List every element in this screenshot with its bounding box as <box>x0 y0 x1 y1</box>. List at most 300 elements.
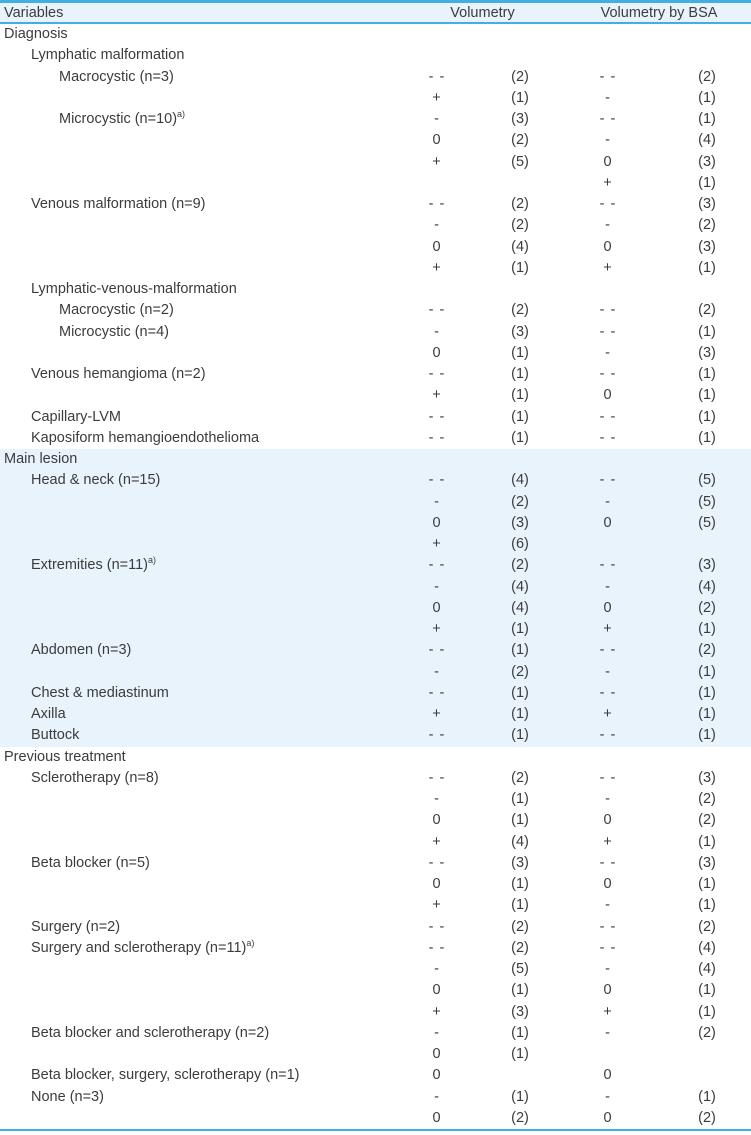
volumetry-bsa-count: (1) <box>698 897 716 914</box>
row-label <box>0 45 387 66</box>
table-row <box>0 640 751 661</box>
volumetry-count <box>487 173 553 194</box>
volumetry-bsa-change-symbol: - - <box>599 111 617 127</box>
volumetry-bsa-change-symbol: - <box>605 217 611 234</box>
volumetry-bsa-count <box>663 449 751 470</box>
volumetry-change-symbol: + <box>432 387 442 404</box>
row-label <box>0 152 387 173</box>
volumetry-change-symbol: - <box>434 791 440 807</box>
volumetry-bsa-change-symbol: - <box>605 132 611 149</box>
column-header-volumetry-by-bsa: Volumetry by BSA <box>553 2 751 24</box>
table-row <box>0 300 751 321</box>
volumetry-bsa-count: (2) <box>698 217 716 234</box>
row-label <box>0 322 387 343</box>
volumetry-bsa-change-symbol: + <box>603 1003 613 1020</box>
volumetry-count: (1) <box>511 387 529 404</box>
volumetry-bsa-count: (1) <box>698 876 716 892</box>
volumetry-count: (4) <box>487 598 553 619</box>
volumetry-count: (2) <box>487 662 553 683</box>
volumetry-bsa-change-symbol <box>553 534 663 555</box>
volumetry-bsa-change-symbol <box>553 747 663 768</box>
row-label-text: Venous malformation (n=9) <box>31 196 206 212</box>
volumetry-count: (3) <box>511 111 529 127</box>
volumetry-bsa-count: (3) <box>698 153 716 170</box>
row-label-text: Kaposiform hemangioendothelioma <box>31 429 260 446</box>
table-row <box>0 938 751 959</box>
volumetry-count: (2) <box>511 918 529 935</box>
volumetry-count: (1) <box>511 791 529 807</box>
row-label <box>0 385 387 406</box>
row-label <box>0 237 387 258</box>
volumetry-bsa-count: (2) <box>698 791 716 807</box>
volumetry-change-symbol: - - <box>428 939 446 956</box>
table-row <box>0 789 751 810</box>
volumetry-bsa-count: (3) <box>698 769 716 786</box>
table-row <box>0 810 751 831</box>
row-label <box>0 619 387 640</box>
volumetry-bsa-change-symbol: 0 <box>603 153 613 170</box>
volumetry-bsa-count <box>663 23 751 45</box>
volumetry-change-symbol: - - <box>387 725 487 746</box>
volumetry-change-symbol: - <box>434 111 440 127</box>
volumetry-change-symbol: - <box>387 577 487 598</box>
volumetry-count: (4) <box>511 238 529 255</box>
footnote-marker: a) <box>177 109 186 120</box>
table-row <box>0 194 751 215</box>
table-row <box>0 407 751 428</box>
volumetry-change-symbol: - <box>434 1024 440 1041</box>
table-row <box>0 343 751 364</box>
table-row <box>0 874 751 895</box>
volumetry-count <box>487 1065 553 1086</box>
row-label <box>0 449 387 470</box>
volumetry-bsa-count: (3) <box>698 344 716 361</box>
volumetry-count: (2) <box>511 217 529 234</box>
volumetry-count: (1) <box>487 704 553 725</box>
row-label <box>0 492 387 513</box>
volumetry-change-symbol: 0 <box>432 344 442 361</box>
table-row <box>0 619 751 640</box>
volumetry-bsa-count: (1) <box>698 259 716 276</box>
volumetry-count: (4) <box>487 470 553 491</box>
row-label <box>0 1087 387 1108</box>
row-label <box>0 810 387 831</box>
volumetry-change-symbol <box>387 173 487 194</box>
row-label <box>0 513 387 534</box>
volumetry-bsa-count <box>663 1044 751 1065</box>
volumetry-count <box>487 23 553 45</box>
row-label <box>0 938 387 959</box>
volumetry-count: (4) <box>511 833 529 850</box>
volumetry-change-symbol: - - <box>428 918 446 935</box>
volumetry-change-symbol: - - <box>387 470 487 491</box>
volumetry-bsa-change-symbol: - - <box>599 196 617 212</box>
volumetry-change-symbol: - - <box>428 302 446 319</box>
volumetry-bsa-change-symbol: 0 <box>603 387 613 404</box>
volumetry-change-symbol: - - <box>428 769 446 786</box>
volumetry-change-symbol: + <box>432 259 442 276</box>
row-label <box>0 959 387 980</box>
volumetry-bsa-count: (2) <box>698 1024 716 1041</box>
row-label-text: Buttock <box>31 727 80 744</box>
volumetry-bsa-count: (4) <box>698 132 716 149</box>
volumetry-bsa-count: (2) <box>698 812 716 829</box>
volumetry-bsa-change-symbol: - <box>553 577 663 598</box>
volumetry-count: (1) <box>511 259 529 276</box>
table-row <box>0 832 751 853</box>
volumetry-count: (1) <box>487 619 553 640</box>
table-row <box>0 322 751 343</box>
volumetry-bsa-change-symbol: - - <box>599 854 617 871</box>
volumetry-change-symbol <box>387 45 487 66</box>
volumetry-bsa-change-symbol: - <box>553 492 663 513</box>
volumetry-count: (2) <box>487 492 553 513</box>
volumetry-bsa-change-symbol: - <box>605 344 611 361</box>
volumetry-bsa-change-symbol: 0 <box>603 238 613 255</box>
volumetry-count: (1) <box>511 876 529 892</box>
volumetry-bsa-count: (2) <box>698 1109 716 1126</box>
row-label <box>0 895 387 916</box>
table-row <box>0 385 751 406</box>
volumetry-bsa-change-symbol: - - <box>599 302 617 319</box>
volumetry-bsa-change-symbol: - - <box>553 683 663 704</box>
volumetry-bsa-count: (3) <box>698 196 716 212</box>
row-label <box>0 725 387 746</box>
volumetry-count: (1) <box>487 683 553 704</box>
volumetry-bsa-count: (1) <box>663 662 751 683</box>
row-label <box>0 534 387 555</box>
volumetry-bsa-count: (1) <box>698 323 716 340</box>
volumetry-bsa-count: (1) <box>698 1088 716 1105</box>
volumetry-count: (2) <box>511 302 529 319</box>
footnote-marker: a) <box>147 555 156 566</box>
volumetry-change-symbol: - <box>434 323 440 340</box>
table-row <box>0 980 751 1001</box>
volumetry-change-symbol: - <box>387 492 487 513</box>
volumetry-bsa-count: (2) <box>698 68 716 85</box>
volumetry-bsa-change-symbol: - <box>605 791 611 807</box>
column-header-volumetry: Volumetry <box>387 2 553 24</box>
table-row <box>0 428 751 449</box>
row-label <box>0 832 387 853</box>
row-label <box>0 215 387 236</box>
volumetry-bsa-change-symbol: + <box>603 174 613 191</box>
table-header-row <box>0 2 751 24</box>
row-label-text: Sclerotherapy (n=8) <box>31 769 159 786</box>
volumetry-bsa-count: (4) <box>698 961 716 977</box>
volumetry-change-symbol: + <box>387 534 487 555</box>
row-label <box>0 577 387 598</box>
volumetry-change-symbol: - - <box>428 366 446 382</box>
row-label <box>0 1108 387 1130</box>
volumetry-bsa-change-symbol: 0 <box>603 812 613 829</box>
volumetry-change-symbol: + <box>432 89 442 106</box>
row-label-text: Chest & mediastinum <box>31 684 169 701</box>
table-row <box>0 747 751 768</box>
table-body <box>0 23 751 1130</box>
row-label-text: Microcystic (n=10) <box>59 111 178 127</box>
table-row <box>0 704 751 725</box>
volumetry-bsa-count: (2) <box>663 640 751 661</box>
volumetry-bsa-count <box>663 1065 751 1086</box>
volumetry-bsa-change-symbol: + <box>603 833 613 850</box>
volumetry-change-symbol: - - <box>428 429 446 446</box>
row-label-text: None (n=3) <box>31 1088 104 1105</box>
volumetry-bsa-count <box>663 279 751 300</box>
volumetry-count: (2) <box>511 939 529 956</box>
volumetry-change-symbol <box>387 23 487 45</box>
volumetry-bsa-change-symbol: - <box>553 662 663 683</box>
volumetry-bsa-count: (1) <box>663 619 751 640</box>
volumetry-bsa-change-symbol: 0 <box>553 513 663 534</box>
table-row <box>0 895 751 916</box>
volumetry-count: (2) <box>487 555 553 576</box>
volumetry-count: (2) <box>511 132 529 149</box>
volumetry-count: (1) <box>511 812 529 829</box>
row-label-text: Head & neck (n=15) <box>31 472 161 489</box>
volumetry-bsa-change-symbol: - <box>605 1024 611 1041</box>
row-label <box>0 640 387 661</box>
volumetry-count: (1) <box>511 89 529 106</box>
volumetry-change-symbol: 0 <box>432 982 442 999</box>
table-row <box>0 853 751 874</box>
volumetry-bsa-change-symbol: - - <box>599 918 617 935</box>
row-label-text: Abdomen (n=3) <box>31 642 132 659</box>
row-label <box>0 67 387 88</box>
volumetry-bsa-change-symbol: 0 <box>603 982 613 999</box>
volumetry-count: (3) <box>511 1003 529 1020</box>
row-label <box>0 407 387 428</box>
volumetry-bsa-count: (1) <box>698 982 716 999</box>
row-label-text: Macrocystic (n=2) <box>59 302 174 319</box>
volumetry-bsa-change-symbol: + <box>553 619 663 640</box>
row-label-text: Beta blocker and sclerotherapy (n=2) <box>31 1024 270 1041</box>
volumetry-change-symbol: 0 <box>432 876 442 892</box>
row-label-text: Beta blocker, surgery, sclerotherapy (n=1) <box>31 1067 300 1084</box>
row-label <box>0 768 387 789</box>
volumetry-bsa-change-symbol: - <box>605 961 611 977</box>
volumetry-bsa-change-symbol: - - <box>553 640 663 661</box>
table-row <box>0 109 751 130</box>
row-label <box>0 23 387 45</box>
volumetry-bsa-change-symbol: - - <box>599 323 617 340</box>
volumetry-bsa-change-symbol: + <box>553 704 663 725</box>
table-row <box>0 1002 751 1023</box>
volumetry-bsa-count: (1) <box>698 174 716 191</box>
table-row <box>0 215 751 236</box>
table-row <box>0 237 751 258</box>
volumetry-change-symbol: 0 <box>432 1067 442 1084</box>
volumetry-bsa-count: (2) <box>698 302 716 319</box>
volumetry-change-symbol: - <box>387 662 487 683</box>
row-label-text: Axilla <box>31 706 66 722</box>
volumetry-change-symbol: - - <box>428 196 446 212</box>
table-row <box>0 513 751 534</box>
volumetry-count: (3) <box>511 323 529 340</box>
volumetry-bsa-count: (2) <box>663 598 751 619</box>
volumetry-change-symbol: 0 <box>432 238 442 255</box>
volumetry-bsa-change-symbol <box>553 1044 663 1065</box>
volumetry-bsa-count: (1) <box>698 429 716 446</box>
volumetry-bsa-change-symbol: - <box>605 897 611 914</box>
table-row <box>0 492 751 513</box>
volumetry-count <box>487 45 553 66</box>
row-label-text: Lymphatic-venous-malformation <box>31 281 237 297</box>
volumetry-bsa-change-symbol <box>553 449 663 470</box>
volumetry-bsa-count: (1) <box>698 111 716 127</box>
volumetry-bsa-count: (1) <box>663 704 751 725</box>
row-label <box>0 343 387 364</box>
table-row <box>0 959 751 980</box>
volumetry-bsa-change-symbol: 0 <box>603 1109 613 1126</box>
row-label <box>0 428 387 449</box>
volumetry-change-symbol <box>387 449 487 470</box>
volumetry-count <box>487 279 553 300</box>
volumetry-count: (2) <box>511 1109 529 1126</box>
table-row <box>0 67 751 88</box>
volumetry-bsa-count: (5) <box>663 513 751 534</box>
row-label <box>0 258 387 279</box>
volumetry-change-symbol: 0 <box>432 812 442 829</box>
row-label <box>0 470 387 491</box>
volumetry-bsa-count: (4) <box>698 939 716 956</box>
volumetry-change-symbol: + <box>432 153 442 170</box>
table-row <box>0 768 751 789</box>
table-row <box>0 45 751 66</box>
volumetry-bsa-count: (3) <box>663 555 751 576</box>
volumetry-change-symbol: + <box>432 1003 442 1020</box>
volumetry-bsa-change-symbol <box>553 23 663 45</box>
volumetry-count: (3) <box>487 513 553 534</box>
row-label-text: Extremities (n=11) <box>31 557 148 574</box>
row-label <box>0 173 387 194</box>
volumetry-change-symbol: - - <box>428 854 446 871</box>
volumetry-change-symbol: - - <box>428 408 446 425</box>
table-row <box>0 1087 751 1108</box>
volumetry-bsa-count: (5) <box>663 492 751 513</box>
row-label-text: Venous hemangioma (n=2) <box>31 366 206 382</box>
table-row <box>0 173 751 194</box>
volumetry-change-symbol: 0 <box>432 1109 442 1126</box>
volumetry-bsa-count: (2) <box>698 918 716 935</box>
row-label <box>0 555 387 576</box>
volumetry-bsa-count: (1) <box>698 366 716 382</box>
volumetry-change-symbol: - - <box>387 640 487 661</box>
volumetry-bsa-change-symbol: - <box>605 1088 611 1105</box>
volumetry-count <box>487 449 553 470</box>
volumetry-bsa-change-symbol: 0 <box>603 876 613 892</box>
table-row <box>0 88 751 109</box>
volumetry-bsa-change-symbol: - - <box>553 555 663 576</box>
volumetry-change-symbol: 0 <box>432 132 442 149</box>
volumetry-bsa-count: (1) <box>698 833 716 850</box>
row-label <box>0 917 387 938</box>
volumetry-count <box>487 747 553 768</box>
volumetry-count: (2) <box>511 196 529 212</box>
volumetry-bsa-count: (1) <box>698 387 716 404</box>
volumetry-count: (2) <box>511 68 529 85</box>
volumetry-bsa-count: (3) <box>698 854 716 871</box>
volumetry-change-symbol: - <box>434 217 440 234</box>
volumetry-change-symbol: + <box>432 833 442 850</box>
table-row <box>0 534 751 555</box>
row-label <box>0 194 387 215</box>
volumetry-bsa-count: (1) <box>698 1003 716 1020</box>
table-row <box>0 364 751 385</box>
row-label <box>0 88 387 109</box>
volumetry-count: (1) <box>487 640 553 661</box>
volumetry-bsa-count <box>663 45 751 66</box>
volumetry-change-symbol: - - <box>387 555 487 576</box>
volumetry-change-symbol: + <box>387 704 487 725</box>
volumetry-count: (1) <box>511 897 529 914</box>
footnote-marker: a) <box>246 937 255 948</box>
row-label <box>0 279 387 300</box>
row-label-text: Lymphatic malformation <box>31 47 185 64</box>
table-row <box>0 470 751 491</box>
column-header-variables: Variables <box>0 2 387 24</box>
volumetry-change-symbol: - - <box>428 68 446 85</box>
table-row <box>0 683 751 704</box>
row-label <box>0 683 387 704</box>
row-label <box>0 662 387 683</box>
row-label-text: Surgery (n=2) <box>31 918 121 935</box>
volumetry-change-symbol: - <box>434 1088 440 1105</box>
row-label-text: Main lesion <box>4 451 78 467</box>
volumetry-change-symbol: + <box>387 619 487 640</box>
volumetry-count: (1) <box>511 1088 529 1105</box>
row-label <box>0 1023 387 1044</box>
volumetry-bsa-count: (4) <box>663 577 751 598</box>
volumetry-bsa-count: (1) <box>698 408 716 425</box>
volumetry-count: (6) <box>487 534 553 555</box>
volumetry-bsa-change-symbol: - - <box>599 939 617 956</box>
volumetry-bsa-change-symbol: - - <box>599 769 617 786</box>
volumetry-count: (1) <box>487 725 553 746</box>
table-row <box>0 1108 751 1130</box>
volumetry-bsa-change-symbol: 0 <box>553 598 663 619</box>
row-label-text: Microcystic (n=4) <box>59 323 169 340</box>
volumetry-count: (1) <box>511 408 529 425</box>
volumetry-count: (1) <box>511 344 529 361</box>
table-row <box>0 555 751 576</box>
row-label-text: Surgery and sclerotherapy (n=11) <box>31 939 247 956</box>
row-label-text: Previous treatment <box>4 748 126 765</box>
table-row <box>0 598 751 619</box>
row-label-text: Beta blocker (n=5) <box>31 854 150 871</box>
row-label <box>0 364 387 385</box>
volumetry-change-symbol: - <box>434 961 440 977</box>
volumetry-bsa-count: (1) <box>663 683 751 704</box>
row-label-text: Diagnosis <box>4 26 68 42</box>
volumetry-bsa-change-symbol: - - <box>553 725 663 746</box>
row-label <box>0 598 387 619</box>
volumetry-bsa-count <box>663 534 751 555</box>
volumetry-count: (1) <box>511 1024 529 1041</box>
row-label <box>0 1002 387 1023</box>
volumetry-change-symbol: 0 <box>432 1046 442 1062</box>
volumetry-bsa-change-symbol: 0 <box>603 1067 613 1084</box>
volumetry-bsa-count <box>663 747 751 768</box>
table-row <box>0 1044 751 1065</box>
row-label-text: Macrocystic (n=3) <box>59 68 174 85</box>
volumetry-count: (3) <box>511 854 529 871</box>
row-label-text: Capillary-LVM <box>31 408 121 425</box>
volumetry-count: (1) <box>511 1046 529 1062</box>
volumetry-bsa-change-symbol: + <box>603 259 613 276</box>
volumetry-bsa-change-symbol <box>553 279 663 300</box>
table-row <box>0 279 751 300</box>
